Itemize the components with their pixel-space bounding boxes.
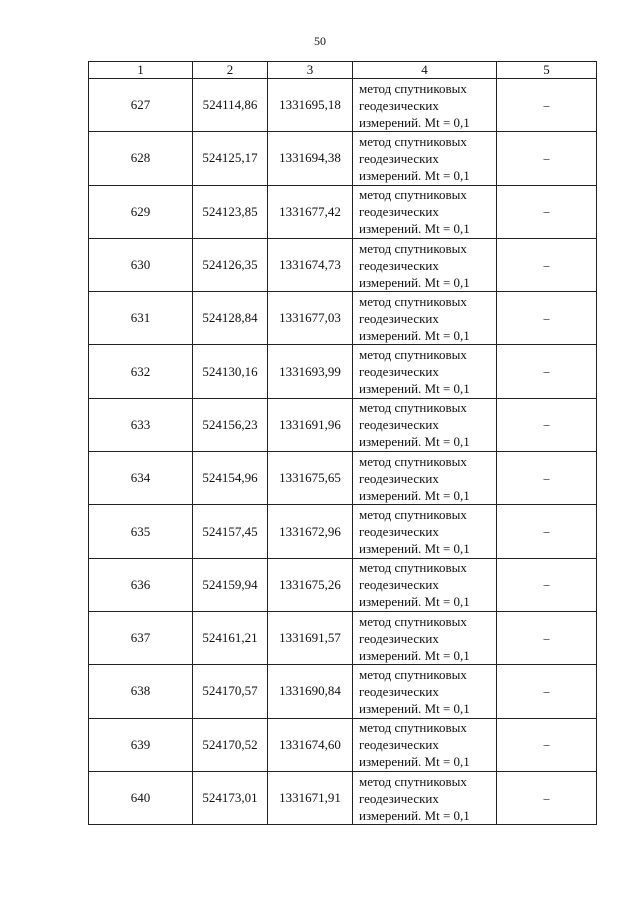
method-cell — [353, 665, 497, 718]
y-coordinate-cell: 1331675,65 — [268, 452, 353, 505]
y-coordinate-cell: 1331674,60 — [268, 718, 353, 771]
column-header-2: 2 — [193, 62, 268, 79]
column-header-1: 1 — [89, 62, 193, 79]
note-cell: – — [497, 665, 597, 718]
table-row — [89, 718, 597, 771]
method-line: геодезических — [359, 417, 439, 433]
method-line: метод спутниковых — [359, 560, 467, 576]
note-cell: – — [497, 611, 597, 664]
method-line: геодезических — [359, 97, 439, 113]
method-line: измерений. Mt = 0,1 — [359, 541, 470, 557]
method-line: геодезических — [359, 683, 439, 699]
table-row — [89, 452, 597, 505]
x-coordinate-cell: 524154,96 — [193, 452, 268, 505]
method-line: геодезических — [359, 630, 439, 646]
method-cell — [353, 132, 497, 185]
point-number-cell: 639 — [89, 718, 193, 771]
method-line: измерений. Mt = 0,1 — [359, 167, 470, 183]
method-cell — [353, 79, 497, 132]
method-line: измерений. Mt = 0,1 — [359, 221, 470, 237]
method-line: метод спутниковых — [359, 773, 467, 789]
method-line: измерений. Mt = 0,1 — [359, 114, 470, 130]
note-cell: – — [497, 452, 597, 505]
note-cell: – — [497, 79, 597, 132]
table-row — [89, 398, 597, 451]
note-cell: – — [497, 238, 597, 291]
method-line: геодезических — [359, 470, 439, 486]
table-body — [89, 79, 597, 825]
method-line: метод спутниковых — [359, 240, 467, 256]
y-coordinate-cell: 1331671,91 — [268, 771, 353, 824]
header-row — [89, 62, 597, 79]
method-line: метод спутниковых — [359, 400, 467, 416]
point-number-cell: 628 — [89, 132, 193, 185]
y-coordinate-cell: 1331677,42 — [268, 185, 353, 238]
method-cell — [353, 345, 497, 398]
x-coordinate-cell: 524126,35 — [193, 238, 268, 291]
x-coordinate-cell: 524170,52 — [193, 718, 268, 771]
point-number-cell: 633 — [89, 398, 193, 451]
table-row — [89, 345, 597, 398]
method-cell — [353, 238, 497, 291]
method-line: измерений. Mt = 0,1 — [359, 434, 470, 450]
method-line: геодезических — [359, 310, 439, 326]
method-line: метод спутниковых — [359, 187, 467, 203]
point-number-cell: 627 — [89, 79, 193, 132]
method-line: геодезических — [359, 790, 439, 806]
method-line: измерений. Mt = 0,1 — [359, 594, 470, 610]
method-cell — [353, 718, 497, 771]
method-line: измерений. Mt = 0,1 — [359, 381, 470, 397]
method-cell — [353, 611, 497, 664]
method-line: измерений. Mt = 0,1 — [359, 807, 470, 823]
y-coordinate-cell: 1331690,84 — [268, 665, 353, 718]
table-row — [89, 132, 597, 185]
x-coordinate-cell: 524156,23 — [193, 398, 268, 451]
column-header-3: 3 — [268, 62, 353, 79]
x-coordinate-cell: 524161,21 — [193, 611, 268, 664]
method-line: геодезических — [359, 364, 439, 380]
y-coordinate-cell: 1331672,96 — [268, 505, 353, 558]
x-coordinate-cell: 524159,94 — [193, 558, 268, 611]
method-line: метод спутниковых — [359, 720, 467, 736]
y-coordinate-cell: 1331691,57 — [268, 611, 353, 664]
table-row — [89, 79, 597, 132]
x-coordinate-cell: 524125,17 — [193, 132, 268, 185]
note-cell: – — [497, 718, 597, 771]
method-cell — [353, 505, 497, 558]
method-line: геодезических — [359, 150, 439, 166]
x-coordinate-cell: 524128,84 — [193, 292, 268, 345]
point-number-cell: 634 — [89, 452, 193, 505]
point-number-cell: 637 — [89, 611, 193, 664]
x-coordinate-cell: 524173,01 — [193, 771, 268, 824]
x-coordinate-cell: 524170,57 — [193, 665, 268, 718]
point-number-cell: 640 — [89, 771, 193, 824]
method-line: измерений. Mt = 0,1 — [359, 647, 470, 663]
method-cell — [353, 292, 497, 345]
y-coordinate-cell: 1331691,96 — [268, 398, 353, 451]
method-line: геодезических — [359, 737, 439, 753]
y-coordinate-cell: 1331693,99 — [268, 345, 353, 398]
y-coordinate-cell: 1331674,73 — [268, 238, 353, 291]
point-number-cell: 630 — [89, 238, 193, 291]
method-line: геодезических — [359, 204, 439, 220]
method-line: метод спутниковых — [359, 293, 467, 309]
x-coordinate-cell: 524114,86 — [193, 79, 268, 132]
method-cell — [353, 771, 497, 824]
method-line: измерений. Mt = 0,1 — [359, 327, 470, 343]
method-line: геодезических — [359, 524, 439, 540]
method-line: метод спутниковых — [359, 453, 467, 469]
method-line: измерений. Mt = 0,1 — [359, 487, 470, 503]
method-line: измерений. Mt = 0,1 — [359, 754, 470, 770]
x-coordinate-cell: 524123,85 — [193, 185, 268, 238]
point-number-cell: 638 — [89, 665, 193, 718]
coordinates-table — [88, 61, 597, 825]
point-number-cell: 636 — [89, 558, 193, 611]
note-cell: – — [497, 505, 597, 558]
table-header — [89, 62, 597, 79]
method-cell — [353, 558, 497, 611]
method-line: измерений. Mt = 0,1 — [359, 274, 470, 290]
method-line: метод спутниковых — [359, 347, 467, 363]
page-number: 50 — [314, 34, 326, 48]
column-header-5: 5 — [497, 62, 597, 79]
y-coordinate-cell: 1331675,26 — [268, 558, 353, 611]
y-coordinate-cell: 1331677,03 — [268, 292, 353, 345]
method-line: геодезических — [359, 257, 439, 273]
x-coordinate-cell: 524157,45 — [193, 505, 268, 558]
table-row — [89, 665, 597, 718]
note-cell: – — [497, 558, 597, 611]
method-line: метод спутниковых — [359, 666, 467, 682]
method-cell — [353, 398, 497, 451]
method-line: измерений. Mt = 0,1 — [359, 700, 470, 716]
table-row — [89, 505, 597, 558]
table-row — [89, 238, 597, 291]
point-number-cell: 635 — [89, 505, 193, 558]
method-line: геодезических — [359, 577, 439, 593]
table-row — [89, 771, 597, 824]
note-cell: – — [497, 771, 597, 824]
method-line: метод спутниковых — [359, 507, 467, 523]
method-line: метод спутниковых — [359, 133, 467, 149]
note-cell: – — [497, 345, 597, 398]
table-row — [89, 611, 597, 664]
table-row — [89, 292, 597, 345]
method-line: метод спутниковых — [359, 80, 467, 96]
x-coordinate-cell: 524130,16 — [193, 345, 268, 398]
y-coordinate-cell: 1331695,18 — [268, 79, 353, 132]
note-cell: – — [497, 185, 597, 238]
y-coordinate-cell: 1331694,38 — [268, 132, 353, 185]
column-header-4: 4 — [353, 62, 497, 79]
table-row — [89, 558, 597, 611]
method-cell — [353, 185, 497, 238]
method-line: метод спутниковых — [359, 613, 467, 629]
note-cell: – — [497, 398, 597, 451]
table-row — [89, 185, 597, 238]
point-number-cell: 631 — [89, 292, 193, 345]
note-cell: – — [497, 292, 597, 345]
point-number-cell: 632 — [89, 345, 193, 398]
note-cell: – — [497, 132, 597, 185]
point-number-cell: 629 — [89, 185, 193, 238]
method-cell — [353, 452, 497, 505]
